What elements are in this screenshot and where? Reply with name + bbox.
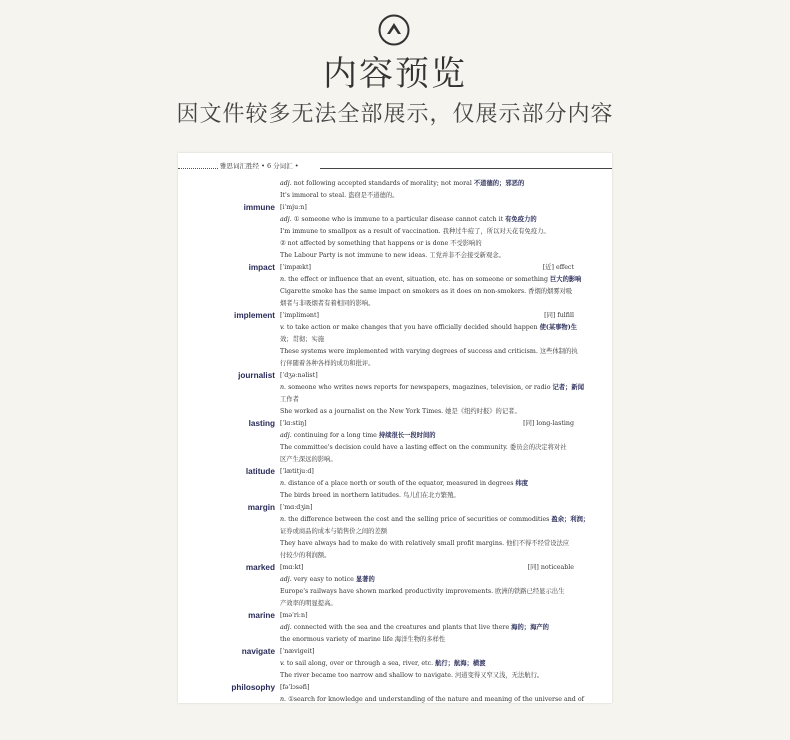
entry-line: They have always had to make do with relatively small profit margins. 他们不得不经常设法应 xyxy=(280,540,570,547)
dictionary-entry xyxy=(178,646,612,682)
entry-headword: marine xyxy=(248,611,275,620)
dictionary-entry xyxy=(178,502,612,562)
entry-headword: impact xyxy=(248,263,275,272)
entry-line: adj. continuing for a long time 持续很长一段时间的 xyxy=(280,432,436,439)
dictionary-entry xyxy=(178,178,612,202)
entry-line: n. ①search for knowledge and understanding of the nature and meaning of the universe and of xyxy=(280,696,584,703)
entry-headword: margin xyxy=(247,503,275,512)
entry-phonetic: [mɑːkt] [同] noticeable xyxy=(280,562,580,574)
dictionary-entry xyxy=(178,370,612,418)
entry-phonetic: [ˈimplimənt] [同] fulfill xyxy=(280,310,580,322)
dictionary-entry xyxy=(178,562,612,610)
entry-line: v. to sail along, over or through a sea, river, etc. 航行；航海；横渡 xyxy=(280,660,486,667)
chevron-up-circle-icon xyxy=(378,14,410,46)
header-rule-right xyxy=(320,168,612,169)
entry-line: ② not affected by something that happens or is done 不受影响的 xyxy=(280,240,482,247)
entry-line: 付较少的利润额。 xyxy=(280,552,331,559)
entry-line: The committee's decision could have a lasting effect on the community. 委员会的决定将对社 xyxy=(280,444,567,451)
entry-line: These systems were implemented with varying degrees of success and criticism. 这些体制的执 xyxy=(280,348,578,355)
entry-line: Cigarette smoke has the same impact on smokers as it does on non-smokers. 香烟的烟雾对吸 xyxy=(280,288,573,295)
entry-headword: implement xyxy=(234,311,275,320)
entry-line: 产效率的明显提高。 xyxy=(280,600,337,607)
entry-phonetic: [ˈlætitjuːd] xyxy=(280,468,314,475)
entry-headword: philosophy xyxy=(231,683,275,692)
entry-headword: navigate xyxy=(241,647,275,656)
entry-synonym: [近] effect xyxy=(542,264,574,271)
running-head xyxy=(178,161,612,175)
entry-phonetic: [ˈnævigeit] xyxy=(280,648,315,655)
dictionary-entry xyxy=(178,202,612,262)
entry-line: 区产生深远的影响。 xyxy=(280,456,337,463)
entry-line: adj. very easy to notice 显著的 xyxy=(280,576,375,583)
entry-phonetic: [ˈlɑːstiŋ] [同] long-lasting xyxy=(280,418,580,430)
entry-line: The river became too narrow and shallow to navigate. 河道变得又窄又浅，无法航行。 xyxy=(280,672,544,679)
dictionary-entry xyxy=(178,610,612,646)
entry-phonetic: [ˈimpækt] [近] effect xyxy=(280,262,580,274)
entry-headword: latitude xyxy=(245,467,275,476)
entry-phonetic: [ˈdʒəːnəlist] xyxy=(280,372,318,379)
entry-phonetic: [iˈmjuːn] xyxy=(280,204,307,211)
entry-line: I'm immune to smallpox as a result of vaccination. 我种过牛痘了，所以对天花有免疫力。 xyxy=(280,228,550,235)
entry-headword: immune xyxy=(243,203,275,212)
entry-line: The birds breed in northern latitudes. 鸟儿们在北方繁殖。 xyxy=(280,492,460,499)
entry-line: 效；贯彻；实施 xyxy=(280,336,325,343)
entry-line: 工作者 xyxy=(280,396,299,403)
entry-line: the enormous variety of marine life 海洋生物的多样性 xyxy=(280,636,446,643)
entry-line: adj. connected with the sea and the creatures and plants that live there 海的；海产的 xyxy=(280,624,549,631)
entry-line: Europe's railways have shown marked productivity improvements. 欧洲的铁路已经显示出生 xyxy=(280,588,565,595)
dictionary-entry xyxy=(178,310,612,370)
dictionary-entries xyxy=(178,178,612,706)
entry-headword: journalist xyxy=(238,371,275,380)
entry-line: 烟者与非吸烟者有着相同的影响。 xyxy=(280,300,375,307)
entry-phonetic: [fəˈlɔsəfi] xyxy=(280,684,310,691)
entry-line: The Labour Party is not immune to new ideas. 工党并非不会接受新观念。 xyxy=(280,252,505,259)
entry-line: n. the difference between the cost and the selling price of securities or commodities 盈余；利润； xyxy=(280,516,590,523)
entry-line: n. distance of a place north or south of the equator, measured in degrees 纬度 xyxy=(280,480,529,487)
entry-synonym: [同] long-lasting xyxy=(523,420,574,427)
entry-line: adj. ① someone who is immune to a particular disease cannot catch it 有免疫力的 xyxy=(280,216,537,223)
entry-line: adj. not following accepted standards of morality; not moral 不道德的；邪恶的 xyxy=(280,180,525,187)
entry-line: n. the effect or influence that an event, situation, etc. has on someone or something 巨大的影响 xyxy=(280,276,582,283)
section-subtitle: 因文件较多无法全部展示，仅展示部分内容 xyxy=(176,102,614,127)
entry-phonetic: [ˈmɑːdʒin] xyxy=(280,504,313,511)
dictionary-entry xyxy=(178,466,612,502)
dictionary-entry xyxy=(178,262,612,310)
entry-line: 行伴随着各种各样的成功和批评。 xyxy=(280,360,375,367)
entry-line: She worked as a journalist on the New York Times. 她是《纽约时报》的记者。 xyxy=(280,408,521,415)
entry-line: 证券或商品的成本与销售价之间的差额 xyxy=(280,528,388,535)
dictionary-entry xyxy=(178,418,612,466)
entry-line: It's immoral to steal. 盗窃是不道德的。 xyxy=(280,192,399,199)
entry-synonym: [同] fulfill xyxy=(544,312,574,319)
dictionary-entry xyxy=(178,682,612,706)
entry-synonym: [同] noticeable xyxy=(527,564,574,571)
entry-line: n. someone who writes news reports for newspapers, magazines, television, or radio 记者；新闻 xyxy=(280,384,584,391)
entry-headword: marked xyxy=(245,563,275,572)
entry-line: v. to take action or make changes that you have officially decided should happen 使(某事物)生 xyxy=(280,324,578,331)
running-head-text: 雅思词汇胜经 • 6 分词汇 • xyxy=(220,162,299,170)
entry-headword: lasting xyxy=(248,419,275,428)
section-title: 内容预览 xyxy=(323,54,467,94)
document-page-preview xyxy=(178,153,612,703)
header-rule-left xyxy=(178,168,218,169)
entry-phonetic: [məˈriːn] xyxy=(280,612,308,619)
